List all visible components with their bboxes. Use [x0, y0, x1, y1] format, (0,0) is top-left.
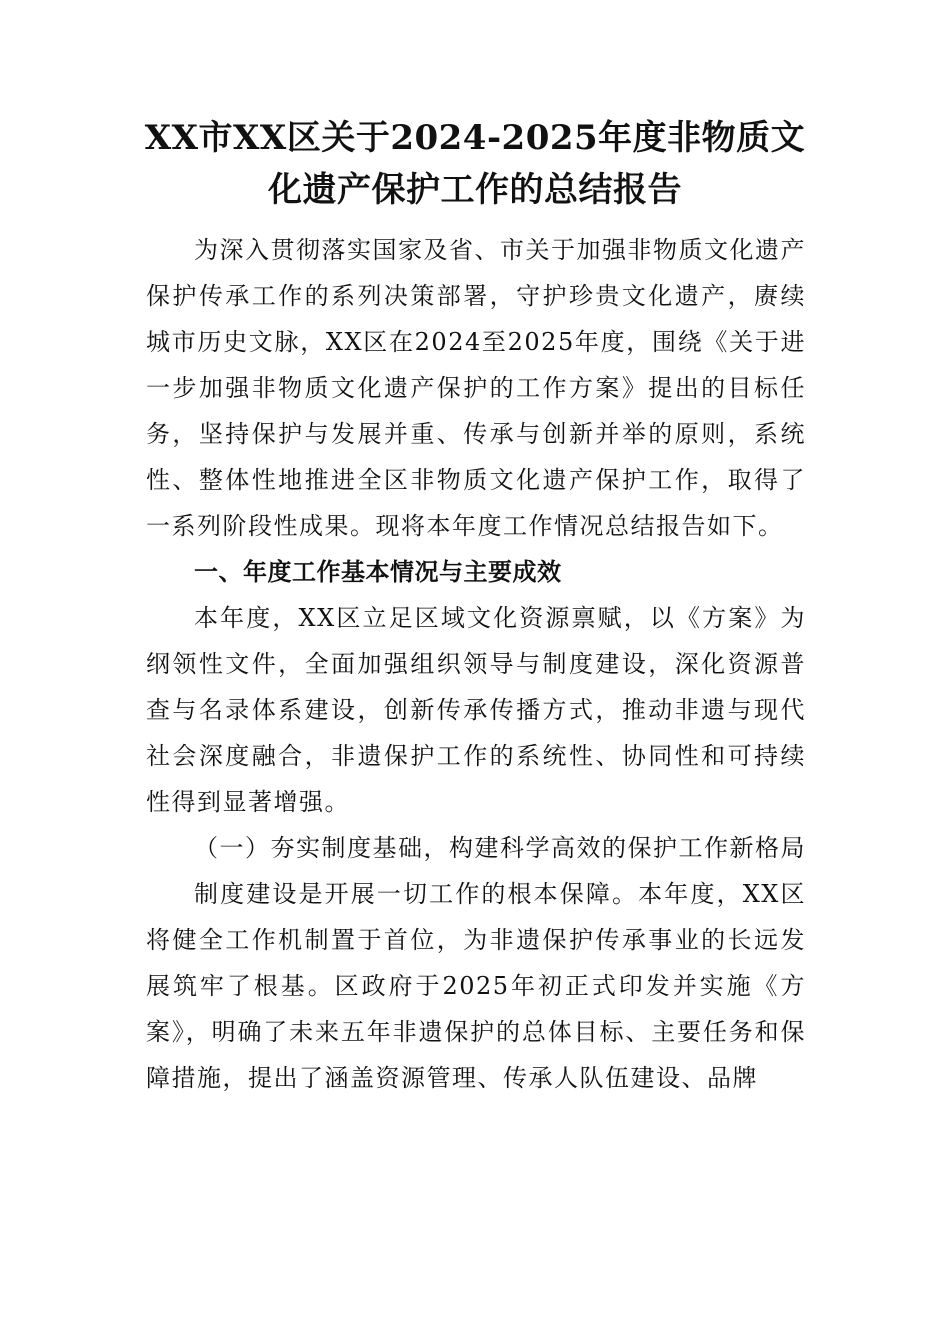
intro-paragraph: 为深入贯彻落实国家及省、市关于加强非物质文化遗产保护传承工作的系列决策部署，守护珍贵文化遗产，赓续城市历史文脉，XX区在2024至2025年度，围绕《关于进一步加强非物质文化遗产保护的工作方案》提出的目标任务，坚持保护与发展并重、传承与创新并举的原则，系统性、整体性地推进全区非物质文化遗产保护工作，取得了一系列阶段性成果。现将本年度工作情况总结报告如下。 [146, 236, 806, 540]
subsection-heading-1: （一）夯实制度基础，构建科学高效的保护工作新格局 [194, 834, 806, 862]
section-1-paragraph: 本年度，XX区立足区域文化资源禀赋，以《方案》为纲领性文件，全面加强组织领导与制度建设，深化资源普查与名录体系建设，创新传承传播方式，推动非遗与现代社会深度融合，非遗保护工作的系统性、协同性和可持续性得到显著增强。 [146, 604, 806, 816]
document-body [146, 227, 806, 1101]
title-line-1: XX市XX区关于2024-2025年度非物质文 [144, 118, 806, 158]
title-line-2: 化遗产保护工作的总结报告 [268, 170, 682, 210]
document-title [120, 112, 830, 216]
section-heading-1: 一、年度工作基本情况与主要成效 [194, 558, 562, 586]
subsection-1-paragraph: 制度建设是开展一切工作的根本保障。本年度，XX区将健全工作机制置于首位，为非遗保护传承事业的长远发展筑牢了根基。区政府于2025年初正式印发并实施《方案》，明确了未来五年非遗保护的总体目标、主要任务和保障措施，提出了涵盖资源管理、传承人队伍建设、品牌 [146, 880, 806, 1092]
